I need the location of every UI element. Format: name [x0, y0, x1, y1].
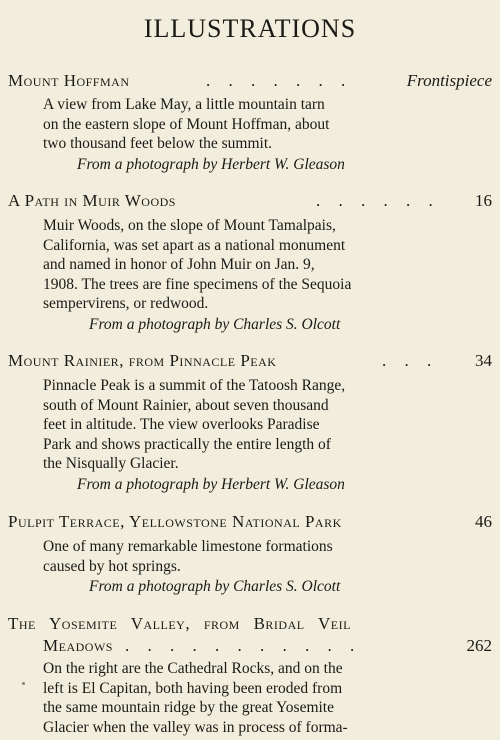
entry-title: Mount Rainier, from Pinnacle Peak	[8, 351, 277, 370]
description-line: sempervirens, or redwood.	[43, 295, 209, 313]
entry-page: 46	[475, 512, 492, 531]
description-line: feet in altitude. The view overlooks Paradise	[43, 416, 320, 434]
entry-heading	[8, 70, 492, 92]
entry-page: 34	[475, 351, 492, 370]
entry-page: Frontispiece	[406, 71, 492, 90]
entry-heading	[8, 350, 492, 372]
dot-leader: . . . . . .	[316, 191, 440, 210]
entry-title: A Path in Muir Woods	[8, 191, 176, 210]
description-line: A view from Lake May, a little mountain tarn	[43, 96, 325, 113]
description-line: One of many remarkable limestone formations	[43, 538, 333, 555]
description-line: two thousand feet below the summit.	[43, 135, 273, 153]
description-line: 1908. The trees are fine specimens of the Sequoia	[43, 275, 352, 293]
description-line: Glacier when the valley was in process of forma-	[43, 718, 348, 736]
description-line: and named in honor of John Muir on Jan. 9,	[43, 256, 315, 274]
dot-leader: . . . . . . .	[206, 71, 353, 90]
description-line: south of Mount Rainier, about seven thousand	[43, 396, 329, 414]
entry-heading	[8, 190, 492, 212]
entry-description	[43, 95, 454, 154]
entry-description	[43, 216, 454, 314]
entry-title: Mount Hoffman	[8, 71, 130, 90]
description-line: the Nisqually Glacier.	[43, 455, 179, 473]
photo-credit: From a photograph by Charles S. Olcott	[89, 316, 341, 333]
description-line: the same mountain ridge by the great Yosemite	[43, 699, 334, 717]
description-line: Muir Woods, on the slope of Mount Tamalpais,	[43, 217, 336, 234]
dot-leader: . . .	[382, 351, 439, 370]
entry-heading	[8, 511, 492, 533]
entry-title: The Yosemite Valley, from Bridal Veil	[8, 614, 351, 633]
description-line: on the eastern slope of Mount Hoffman, about	[43, 115, 330, 133]
entry-title: Pulpit Terrace, Yellowstone National Park	[8, 512, 342, 531]
dot-leader: . . . . . . . . . . .	[125, 636, 362, 655]
entry-description	[43, 659, 454, 737]
description-line: California, was set apart as a national monument	[43, 236, 346, 254]
entry-description	[43, 537, 454, 576]
entry-heading	[8, 613, 492, 635]
print-speck	[22, 682, 25, 685]
description-line: Pinnacle Peak is a summit of the Tatoosh Range,	[43, 377, 346, 394]
description-line: On the right are the Cathedral Rocks, and on the	[43, 660, 343, 677]
photo-credit: From a photograph by Herbert W. Gleason	[77, 156, 345, 173]
entry-page: 16	[475, 191, 492, 210]
entry-title-continued: Meadows	[43, 636, 113, 655]
entry-heading-continued	[43, 635, 492, 657]
entry-page: 262	[466, 636, 492, 655]
photo-credit: From a photograph by Charles S. Olcott	[89, 578, 341, 595]
entry-description	[43, 376, 454, 474]
description-line: caused by hot springs.	[43, 557, 181, 575]
description-line: left is El Capitan, both having been eroded from	[43, 679, 343, 697]
description-line: Park and shows practically the entire length of	[43, 435, 331, 453]
photo-credit: From a photograph by Herbert W. Gleason	[77, 476, 345, 493]
page-title: ILLUSTRATIONS	[143, 14, 357, 43]
